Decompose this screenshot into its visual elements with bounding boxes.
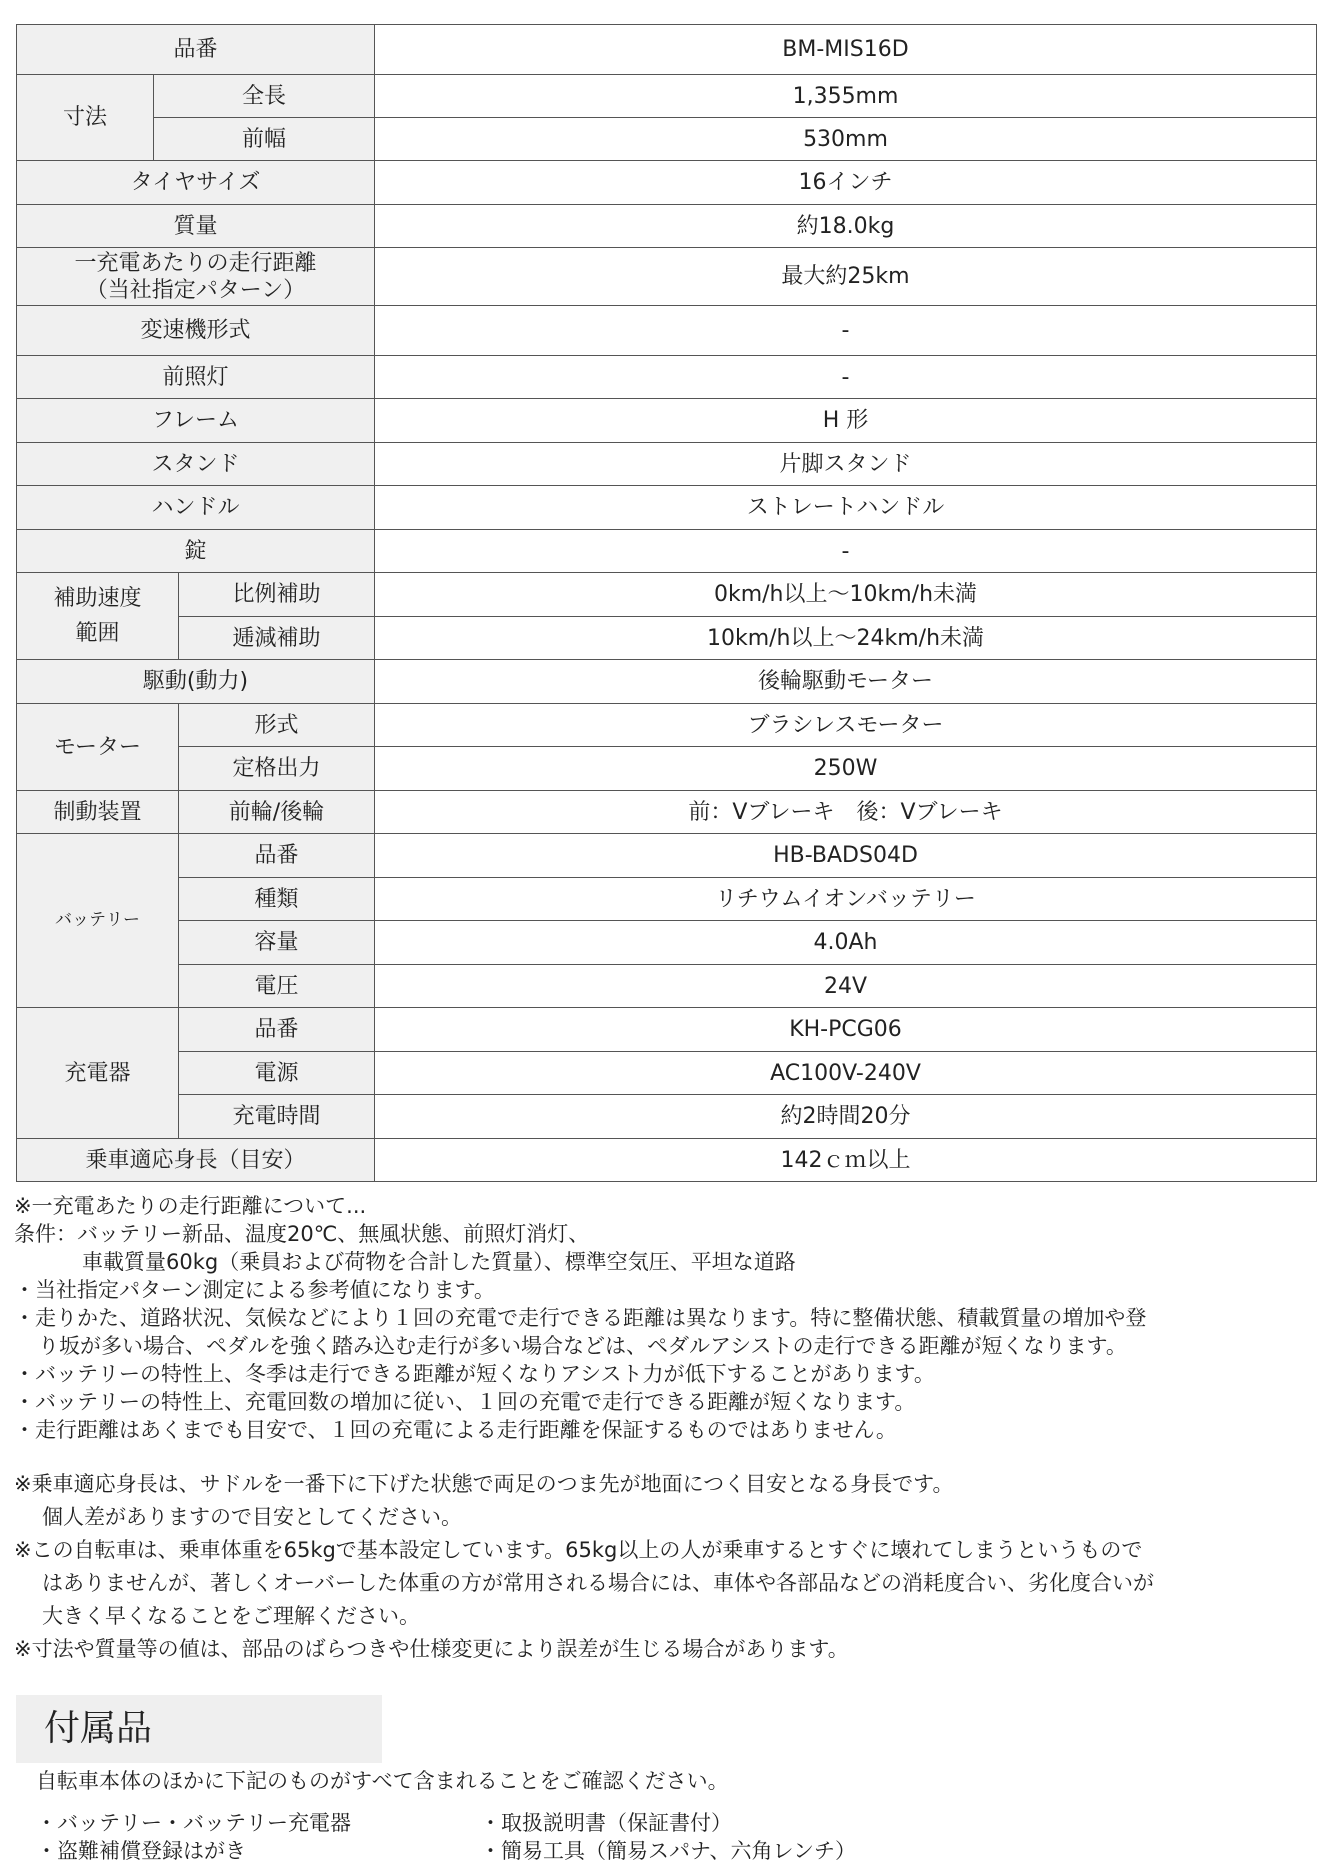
note-line: ・バッテリーの特性上、冬季は走行できる距離が短くなりアシスト力が低下することがあります。 xyxy=(14,1362,935,1386)
range-notes xyxy=(14,1192,1324,1444)
battery-model-value: HB-BADS04D xyxy=(375,834,1317,878)
width-label: 前幅 xyxy=(154,118,375,161)
battery-model-label: 品番 xyxy=(179,834,375,878)
note-line: ・走行距離はあくまでも目安で、１回の充電による走行距離を保証するものではありません。 xyxy=(14,1418,897,1442)
spec-table xyxy=(16,24,1317,1182)
range-label xyxy=(17,248,375,306)
spec-row-battery-voltage xyxy=(17,965,1317,1008)
stand-value: 片脚スタンド xyxy=(375,443,1317,486)
width-value: 530mm xyxy=(375,118,1317,161)
weight-value: 約18.0kg xyxy=(375,205,1317,248)
drive-value: 後輪駆動モーター xyxy=(375,660,1317,704)
note-line: ※寸法や質量等の値は、部品のばらつきや仕様変更により誤差が生じる場合があります。 xyxy=(14,1637,849,1661)
assist-prop-label: 比例補助 xyxy=(179,573,375,617)
gear-label: 変速機形式 xyxy=(17,306,375,356)
motor-output-value: 250W xyxy=(375,747,1317,791)
charger-power-label: 電源 xyxy=(179,1052,375,1095)
spec-row-weight xyxy=(17,205,1317,248)
accessory-item: ・簡易工具（簡易スパナ、六角レンチ） xyxy=(480,1839,857,1863)
length-label: 全長 xyxy=(154,75,375,118)
gear-value: - xyxy=(375,306,1317,356)
drive-label: 駆動(動力) xyxy=(17,660,375,704)
spec-row-stand xyxy=(17,443,1317,486)
note-line: 個人差がありますので目安としてください。 xyxy=(42,1505,462,1529)
spec-row-charger-model xyxy=(17,1008,1317,1052)
spec-row-light xyxy=(17,356,1317,399)
note-line: 車載質量60kg（乗員および荷物を合計した質量）、標準空気圧、平坦な道路 xyxy=(82,1250,796,1274)
assist-label xyxy=(17,573,179,660)
spec-row-gear xyxy=(17,306,1317,356)
brake-sub-label: 前輪/後輪 xyxy=(179,791,375,834)
note-line: はありませんが、著しくオーバーした体重の方が常用される場合には、車体や各部品などの消耗度合い、劣化度合いが xyxy=(42,1571,1154,1595)
accessory-item: ・盗難補償登録はがき xyxy=(36,1839,246,1863)
accessories-description: 自転車本体のほかに下記のものがすべて含まれることをご確認ください。 xyxy=(36,1769,729,1793)
spec-row-motor-output xyxy=(17,747,1317,791)
battery-capacity-value: 4.0Ah xyxy=(375,921,1317,965)
tire-label: タイヤサイズ xyxy=(17,161,375,205)
assist-label-line1: 補助速度 xyxy=(53,586,142,611)
model-value: BM-MIS16D xyxy=(375,25,1317,75)
spec-row-battery-capacity xyxy=(17,921,1317,965)
motor-label: モーター xyxy=(17,704,179,791)
frame-label: フレーム xyxy=(17,399,375,443)
battery-type-label: 種類 xyxy=(179,878,375,921)
note-line: ※乗車適応身長は、サドルを一番下に下げた状態で両足のつま先が地面につく目安となる身長です。 xyxy=(14,1472,954,1496)
spec-row-length xyxy=(17,75,1317,118)
rider-height-value: 142ｃｍ以上 xyxy=(375,1139,1317,1182)
light-label: 前照灯 xyxy=(17,356,375,399)
spec-row-battery-type xyxy=(17,878,1317,921)
spec-row-charger-power xyxy=(17,1052,1317,1095)
weight-label: 質量 xyxy=(17,205,375,248)
motor-type-value: ブラシレスモーター xyxy=(375,704,1317,747)
battery-voltage-label: 電圧 xyxy=(179,965,375,1008)
spec-row-battery-model xyxy=(17,834,1317,878)
general-notes xyxy=(14,1468,1324,1666)
range-value: 最大約25km xyxy=(375,248,1317,306)
note-line: 大きく早くなることをご理解ください。 xyxy=(42,1604,420,1628)
note-line: 条件：バッテリー新品、温度20℃、無風状態、前照灯消灯、 xyxy=(14,1222,590,1246)
spec-row-model xyxy=(17,25,1317,75)
rider-height-label: 乗車適応身長（目安） xyxy=(17,1139,375,1182)
note-line: り坂が多い場合、ペダルを強く踏み込む走行が多い場合などは、ペダルアシストの走行できる距離が短くなります。 xyxy=(38,1334,1127,1358)
spec-row-assist-taper xyxy=(17,617,1317,660)
spec-row-tire xyxy=(17,161,1317,205)
length-value: 1,355mm xyxy=(375,75,1317,118)
note-line: ・走りかた、道路状況、気候などにより１回の充電で走行できる距離は異なります。特に整備状態、積載質量の増加や登 xyxy=(14,1306,1147,1330)
note-line: ※この自転車は、乗車体重を65kgで基本設定しています。65kg以上の人が乗車するとすぐに壊れてしまうというもので xyxy=(14,1538,1143,1562)
range-label-line2: （当社指定パターン） xyxy=(85,277,306,303)
handle-label: ハンドル xyxy=(17,486,375,530)
light-value: - xyxy=(375,356,1317,399)
battery-voltage-value: 24V xyxy=(375,965,1317,1008)
model-label: 品番 xyxy=(17,25,375,75)
range-label-line1: 一充電あたりの走行距離 xyxy=(74,250,317,276)
dimensions-label: 寸法 xyxy=(17,75,154,161)
spec-row-motor-type xyxy=(17,704,1317,747)
brake-label: 制動装置 xyxy=(17,791,179,834)
accessory-item: ・取扱説明書（保証書付） xyxy=(480,1811,732,1835)
motor-output-label: 定格出力 xyxy=(179,747,375,791)
accessories-title: 付属品 xyxy=(16,1695,382,1763)
brake-value: 前：Vブレーキ 後：Vブレーキ xyxy=(375,791,1317,834)
assist-label-line2: 範囲 xyxy=(75,621,120,646)
charger-time-value: 約2時間20分 xyxy=(375,1095,1317,1139)
charger-power-value: AC100V-240V xyxy=(375,1052,1317,1095)
assist-taper-label: 逓減補助 xyxy=(179,617,375,660)
tire-value: 16インチ xyxy=(375,161,1317,205)
charger-model-label: 品番 xyxy=(179,1008,375,1052)
assist-taper-value: 10km/h以上～24km/h未満 xyxy=(375,617,1317,660)
accessory-item: ・バッテリー・バッテリー充電器 xyxy=(36,1811,351,1835)
note-line: ※一充電あたりの走行距離について... xyxy=(14,1194,367,1218)
note-line: ・当社指定パターン測定による参考値になります。 xyxy=(14,1278,495,1302)
charger-label: 充電器 xyxy=(17,1008,179,1139)
spec-row-frame xyxy=(17,399,1317,443)
spec-row-rider-height xyxy=(17,1139,1317,1182)
battery-type-value: リチウムイオンバッテリー xyxy=(375,878,1317,921)
stand-label: スタンド xyxy=(17,443,375,486)
frame-value: H 形 xyxy=(375,399,1317,443)
charger-model-value: KH-PCG06 xyxy=(375,1008,1317,1052)
battery-capacity-label: 容量 xyxy=(179,921,375,965)
motor-type-label: 形式 xyxy=(179,704,375,747)
note-line: ・バッテリーの特性上、充電回数の増加に従い、１回の充電で走行できる距離が短くなります。 xyxy=(14,1390,916,1414)
spec-row-brake xyxy=(17,791,1317,834)
spec-row-lock xyxy=(17,530,1317,573)
spec-row-assist-prop xyxy=(17,573,1317,617)
lock-value: - xyxy=(375,530,1317,573)
spec-row-handle xyxy=(17,486,1317,530)
spec-row-range xyxy=(17,248,1317,306)
lock-label: 錠 xyxy=(17,530,375,573)
handle-value: ストレートハンドル xyxy=(375,486,1317,530)
assist-prop-value: 0km/h以上～10km/h未満 xyxy=(375,573,1317,617)
charger-time-label: 充電時間 xyxy=(179,1095,375,1139)
battery-label: バッテリー xyxy=(17,834,179,1008)
spec-row-drive xyxy=(17,660,1317,704)
spec-row-width xyxy=(17,118,1317,161)
spec-row-charger-time xyxy=(17,1095,1317,1139)
